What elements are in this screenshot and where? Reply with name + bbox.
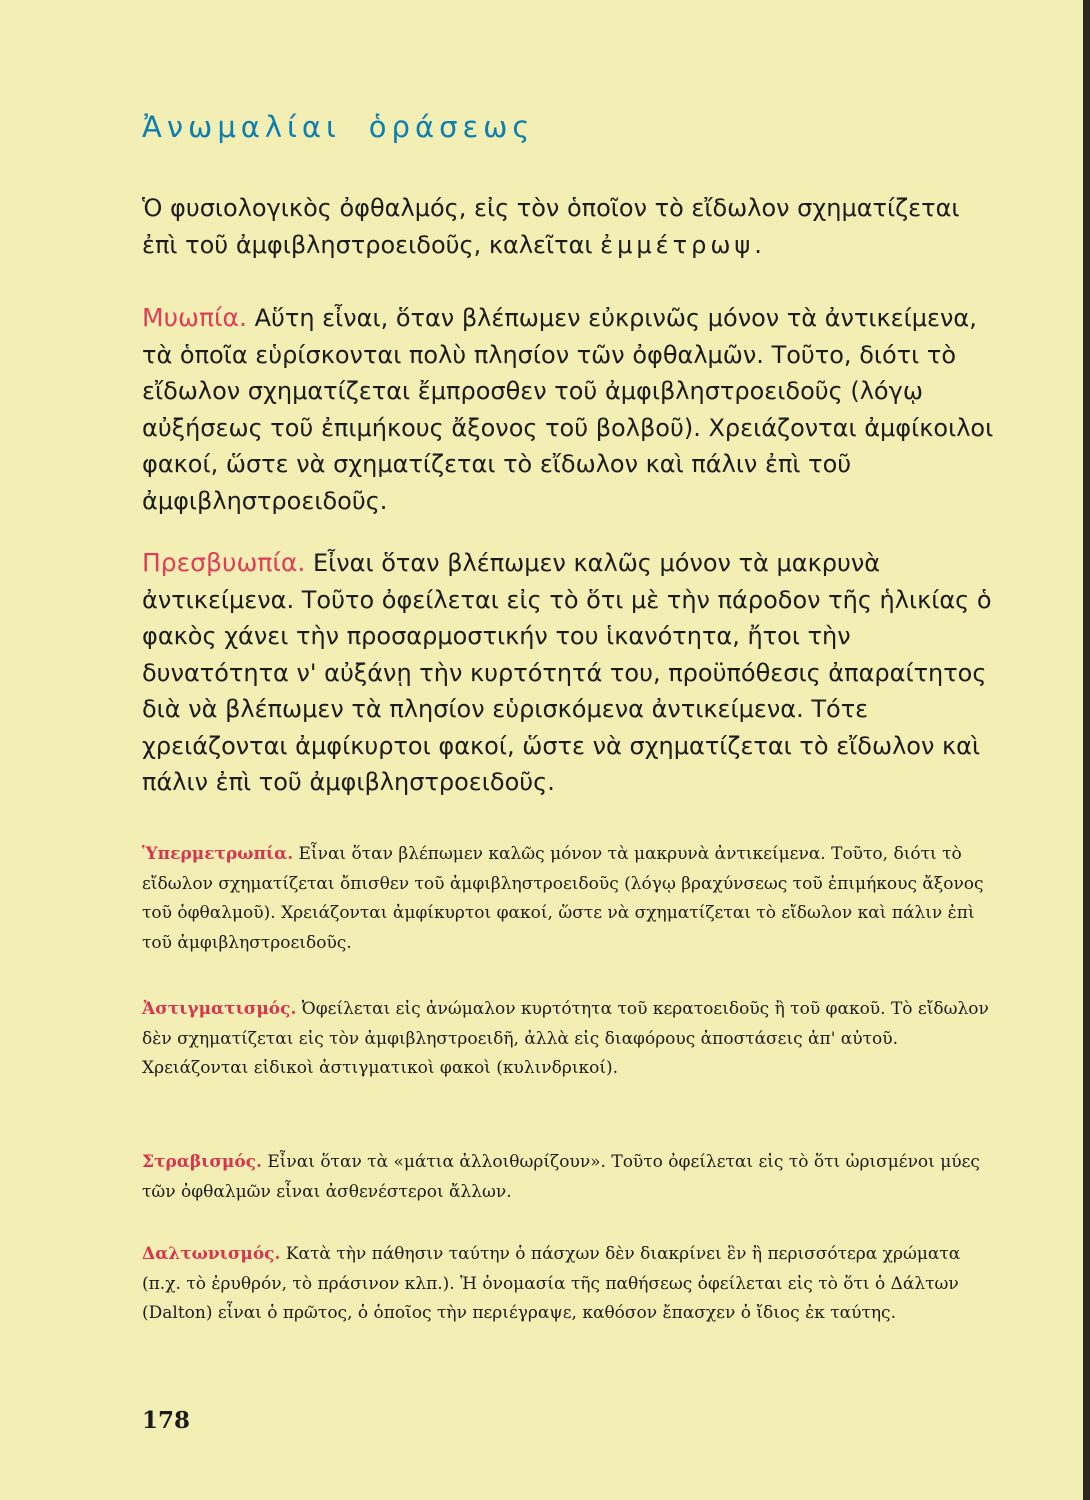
- intro-term-end: .: [754, 230, 762, 259]
- strabismus-term: Στραβισμός.: [142, 1152, 262, 1172]
- astigmatism-text: Ὀφείλεται εἰς ἀνώμαλον κυρτότητα τοῦ κερατοειδοῦς ἢ τοῦ φακοῦ. Τὸ εἴδωλον δὲν σχηματίζεται εἰς τὸν ἀμφιβληστροειδῆ, ἀλλὰ εἰς διαφόρους ἀποστάσεις ἀπ' αὐτοῦ. Χρειάζονται εἰδικοὶ ἀστιγματικοὶ φακοὶ (κυλινδρικοί).: [142, 999, 989, 1078]
- intro-term: ἐμμέτρωψ: [600, 230, 755, 259]
- strabismus-text: Εἶναι ὅταν τὰ «μάτια ἀλλοιθωρίζουν». Τοῦτο ὀφείλεται εἰς τὸ ὅτι ὡρισμένοι μύες τῶν ὀφθαλμῶν εἶναι ἀσθενέστεροι ἄλλων.: [142, 1152, 980, 1202]
- presbyopia-paragraph: [142, 545, 994, 801]
- page-edge-shadow: [1083, 0, 1090, 1500]
- intro-text: Ὁ φυσιολογικὸς ὀφθαλμός, εἰς τὸν ὁποῖον τὸ εἴδωλον σχηματίζεται ἐπὶ τοῦ ἀμφιβληστροειδοῦς, καλεῖται: [142, 194, 960, 259]
- section-heading: [142, 110, 534, 144]
- astigmatism-paragraph: [142, 995, 994, 1084]
- intro-paragraph: [142, 190, 994, 263]
- presbyopia-term: Πρεσβυωπία.: [142, 548, 306, 577]
- daltonism-term: Δαλτωνισμός.: [142, 1244, 281, 1264]
- heading-word-1: Ἀνωμαλίαι: [142, 110, 341, 144]
- heading-word-2: ὁράσεως: [368, 110, 535, 144]
- hypermetropia-term: Ὑπερμετρωπία.: [142, 844, 294, 864]
- presbyopia-text: Εἶναι ὅταν βλέπωμεν καλῶς μόνον τὰ μακρυνὰ ἀντικείμενα. Τοῦτο ὀφείλεται εἰς τὸ ὅτι μὲ τὴν πάροδον τῆς ἡλικίας ὁ φακὸς χάνει τὴν προσαρμοστικήν του ἱκανότητα, ἤτοι τὴν δυνατότητα ν' αὐξάνῃ τὴν κυρτότητά του, προϋπόθεσις ἀπαραίτητος διὰ νὰ βλέπωμεν τὰ πλησίον εὑρισκόμενα ἀντικείμενα. Τότε χρειάζονται ἀμφίκυρτοι φακοί, ὥστε νὰ σχηματίζεται τὸ εἴδωλον καὶ πάλιν ἐπὶ τοῦ ἀμφιβληστροειδοῦς.: [142, 549, 992, 796]
- page-number: 178: [142, 1407, 191, 1434]
- strabismus-paragraph: [142, 1148, 994, 1207]
- daltonism-paragraph: [142, 1240, 994, 1329]
- hypermetropia-text: Εἶναι ὅταν βλέπωμεν καλῶς μόνον τὰ μακρυνὰ ἀντικείμενα. Τοῦτο, διότι τὸ εἴδωλον σχηματίζεται ὄπισθεν τοῦ ἀμφιβληστροειδοῦς (λόγῳ βραχύνσεως τοῦ ἐπιμήκους ἄξονος τοῦ ὀφθαλμοῦ). Χρειάζονται ἀμφίκυρτοι φακοί, ὥστε νὰ σχηματίζεται τὸ εἴδωλον καὶ πάλιν ἐπὶ τοῦ ἀμφιβληστροειδοῦς.: [142, 844, 984, 953]
- daltonism-text: Κατὰ τὴν πάθησιν ταύτην ὁ πάσχων δὲν διακρίνει ἓν ἢ περισσότερα χρώματα (π.χ. τὸ ἐρυθρόν, τὸ πράσινον κλπ.). Ἡ ὀνομασία τῆς παθήσεως ὀφείλεται εἰς τὸ ὅτι ὁ Δάλτων (Dalton) εἶναι ὁ πρῶτος, ὁ ὁποῖος τὴν περιέγραψε, καθόσον ἔπασχεν ὁ ἴδιος ἐκ ταύτης.: [142, 1244, 961, 1323]
- hypermetropia-paragraph: [142, 840, 994, 958]
- myopia-term: Μυωπία.: [142, 303, 247, 332]
- myopia-text: Αὕτη εἶναι, ὅταν βλέπωμεν εὐκρινῶς μόνον τὰ ἀντικείμενα, τὰ ὁποῖα εὑρίσκονται πολὺ πλησίον τῶν ὀφθαλμῶν. Τοῦτο, διότι τὸ εἴδωλον σχηματίζεται ἔμπροσθεν τοῦ ἀμφιβληστροειδοῦς (λόγῳ αὐξήσεως τοῦ ἐπιμήκους ἄξονος τοῦ βολβοῦ). Χρειάζονται ἀμφίκοιλοι φακοί, ὥστε νὰ σχηματίζεται τὸ εἴδωλον καὶ πάλιν ἐπὶ τοῦ ἀμφιβληστροειδοῦς.: [142, 304, 994, 515]
- myopia-paragraph: [142, 300, 994, 519]
- astigmatism-term: Ἀστιγματισμός.: [142, 999, 297, 1019]
